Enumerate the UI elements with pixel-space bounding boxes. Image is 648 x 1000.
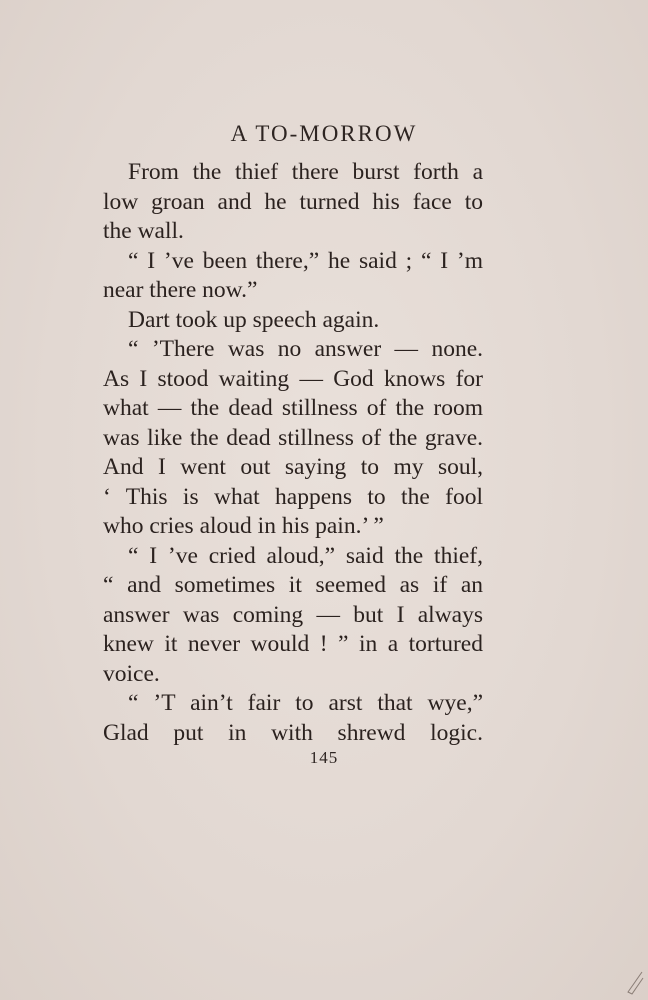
- text-line: “ and sometimes it seemed as if an: [103, 572, 483, 598]
- text-line: what — the dead stillness of the room: [103, 395, 483, 421]
- running-head: A TO-MORROW: [230, 121, 418, 146]
- text-line: As I stood waiting — God knows for: [103, 365, 483, 392]
- text-line: “ I ’ve cried aloud,” said the thief,: [128, 542, 483, 569]
- text-line: near there now.”: [103, 277, 258, 303]
- page-number: 145: [309, 748, 339, 767]
- text-line: ‘ This is what happens to the fool: [103, 483, 483, 510]
- text-line: the wall.: [103, 218, 184, 244]
- text-line: Glad put in with shrewd logic.: [103, 719, 483, 746]
- page-corner-fold-icon: [624, 970, 644, 996]
- text-line: answer was coming — but I always: [103, 601, 483, 628]
- text-line: voice.: [103, 660, 160, 687]
- text-line: “ ’There was no answer — none.: [128, 336, 483, 362]
- text-line: was like the dead stillness of the grave.: [103, 424, 483, 451]
- text-line: And I went out saying to my soul,: [103, 454, 483, 480]
- body-text: [103, 158, 483, 748]
- text-line: Dart took up speech again.: [128, 306, 380, 333]
- text-line: who cries aloud in his pain.’ ”: [103, 513, 384, 539]
- text-line: low groan and he turned his face to: [103, 188, 483, 215]
- text-line: From the thief there burst forth a: [128, 159, 483, 185]
- text-line: “ I ’ve been there,” he said ; “ I ’m: [128, 247, 483, 274]
- text-line: “ ’T ain’t fair to arst that wye,”: [128, 690, 483, 716]
- text-line: knew it never would ! ” in a tortured: [103, 631, 483, 657]
